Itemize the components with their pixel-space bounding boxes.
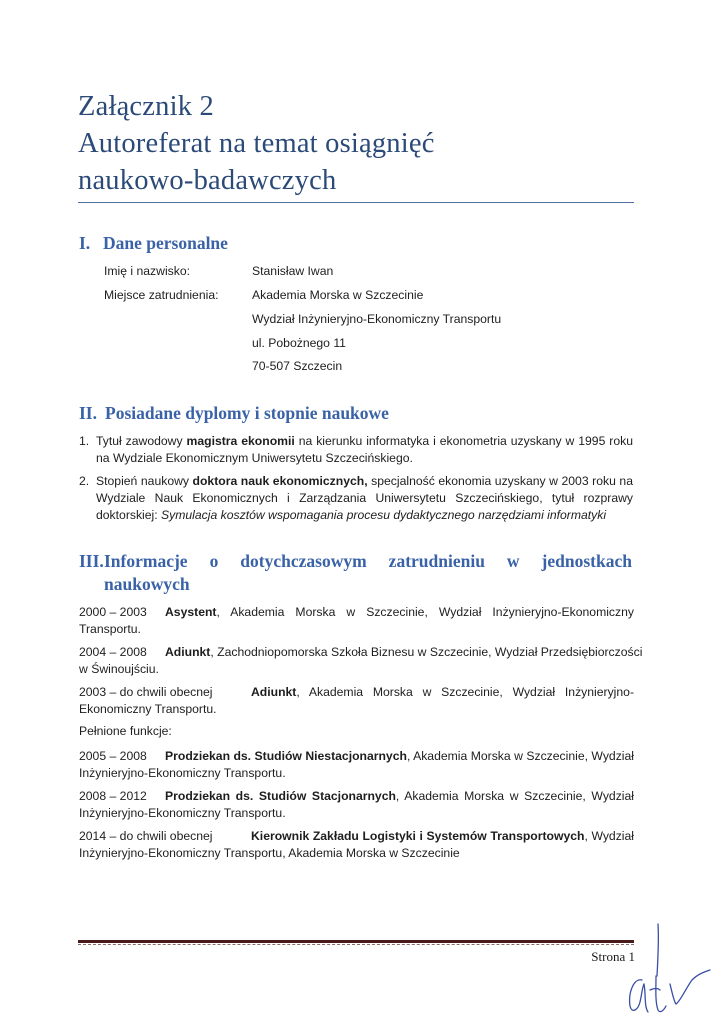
workplace-label: Miejsce zatrudnienia:	[104, 288, 219, 302]
employment-details-cont: Transportu.	[79, 622, 141, 636]
function-details-cont: Inżynieryjno-Ekonomiczny Transportu, Akademia Morska w Szczecinie	[79, 846, 460, 860]
employment-entry	[79, 604, 634, 638]
section-3-number: III.	[79, 551, 104, 571]
dissertation-title: Symulacja kosztów wspomagania procesu dydaktycznego narzędziami informatyki	[161, 508, 607, 522]
section-3-title-line-2: naukowych	[104, 574, 190, 594]
employment-position: Asystent	[165, 605, 217, 619]
function-details: , Akademia Morska w Szczecinie, Wydział	[406, 749, 634, 763]
employment-period: 2003 – do chwili obecnej	[79, 685, 213, 699]
section-3-title-line-1: Informacje o dotychczasowym zatrudnieniu w jednostkach	[104, 551, 632, 571]
employment-details: , Akademia Morska w Szczecinie, Wydział Inżynieryjno-	[296, 685, 634, 699]
section-3-heading	[79, 550, 632, 596]
function-entry	[79, 828, 634, 862]
workplace-line: ul. Pobożnego 11	[252, 336, 346, 350]
title-line-2: Autoreferat na temat osiągnięć	[78, 128, 435, 159]
section-2-title: Posiadane dyplomy i stopnie naukowe	[105, 403, 389, 423]
function-title: Prodziekan ds. Studiów Niestacjonarnych	[165, 749, 407, 763]
workplace-line: Wydział Inżynieryjno-Ekonomiczny Transportu	[252, 312, 502, 326]
section-2-number: II.	[79, 403, 97, 423]
diploma-text: Stopień naukowy	[96, 474, 193, 488]
diploma-line	[96, 473, 633, 490]
page-number: Strona 1	[591, 949, 635, 964]
diploma-line: na Wydziale Ekonomicznym Uniwersytetu Szczecińskiego.	[96, 451, 413, 465]
function-entry	[79, 788, 634, 822]
employment-position: Adiunkt	[251, 685, 297, 699]
workplace-line: 70-507 Szczecin	[252, 359, 343, 373]
title-divider	[78, 202, 634, 203]
workplace-line: Akademia Morska w Szczecinie	[252, 288, 424, 302]
footer-divider-thin	[78, 944, 634, 945]
diploma-text: doktorskiej:	[96, 508, 162, 522]
list-number: 1.	[79, 434, 90, 448]
diploma-text: Tytuł zawodowy	[96, 434, 187, 448]
function-details: , Akademia Morska w Szczecinie, Wydział	[395, 789, 634, 803]
diploma-line: Wydziale Nauk Ekonomicznych i Zarządzania Uniwersytetu Szczecińskiego, tytuł rozprawy	[96, 491, 633, 505]
diploma-line	[96, 507, 633, 524]
function-entry	[79, 748, 634, 782]
employment-period: 2004 – 2008	[79, 645, 147, 659]
footer-divider	[78, 940, 634, 943]
diploma-degree: magistra ekonomii	[186, 434, 295, 448]
diploma-line	[96, 433, 633, 450]
function-details: , Wydział	[584, 829, 635, 843]
function-period: 2014 – do chwili obecnej	[79, 829, 213, 843]
list-number: 2.	[79, 474, 90, 488]
diploma-text: specjalność ekonomia uzyskany w 2003 roku na	[367, 474, 633, 488]
title-line-3: naukowo-badawczych	[78, 165, 337, 196]
employment-entry	[79, 644, 643, 678]
diploma-list-item	[79, 433, 633, 467]
employment-details-cont: w Świnoujściu.	[79, 662, 159, 676]
name-label: Imię i nazwisko:	[104, 264, 191, 278]
employment-position: Adiunkt	[165, 645, 211, 659]
title-line-1: Załącznik 2	[78, 91, 214, 122]
function-period: 2008 – 2012	[79, 789, 147, 803]
employment-details: , Akademia Morska w Szczecinie, Wydział Inżynieryjno-Ekonomiczny	[216, 605, 634, 619]
section-1-number: I.	[79, 233, 91, 253]
employment-details-cont: Ekonomiczny Transportu.	[79, 702, 217, 716]
function-title: Prodziekan ds. Studiów Stacjonarnych	[165, 789, 396, 803]
name-value: Stanisław Iwan	[252, 264, 334, 278]
function-details-cont: Inżynieryjno-Ekonomiczny Transportu.	[79, 766, 286, 780]
document-title	[78, 88, 638, 199]
diploma-text: na kierunku informatyka i ekonometria uzyskany w 1995 roku	[294, 434, 633, 448]
function-title: Kierownik Zakładu Logistyki i Systemów Transportowych	[251, 829, 585, 843]
section-1-title: Dane personalne	[103, 233, 228, 253]
section-2-heading	[79, 402, 389, 425]
employment-entry	[79, 684, 634, 718]
function-details-cont: Inżynieryjno-Ekonomiczny Transportu.	[79, 806, 286, 820]
employment-period: 2000 – 2003	[79, 605, 147, 619]
employment-details: , Zachodniopomorska Szkoła Biznesu w Szczecinie, Wydział Przedsiębiorczości	[210, 645, 643, 659]
functions-label: Pełnione funkcje:	[79, 724, 172, 738]
section-1-heading	[79, 232, 228, 255]
diploma-degree: doktora nauk ekonomicznych,	[192, 474, 368, 488]
handwritten-signature-icon	[620, 918, 720, 1018]
diploma-list-item	[79, 473, 633, 524]
function-period: 2005 – 2008	[79, 749, 147, 763]
